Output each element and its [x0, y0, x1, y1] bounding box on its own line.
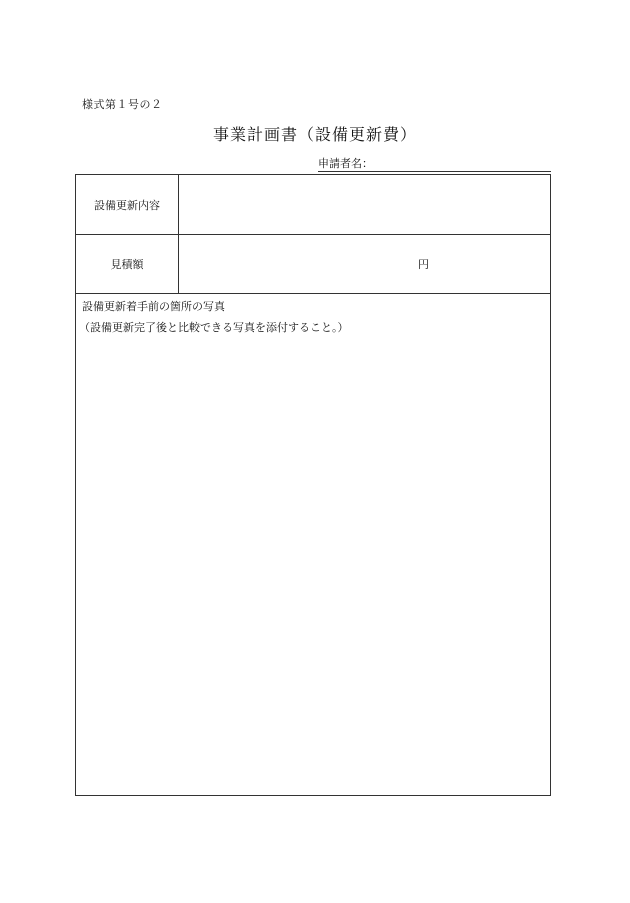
photo-section — [76, 294, 550, 795]
document-title: 事業計画書（設備更新費） — [212, 125, 417, 144]
form-number: 様式第１号の２ — [82, 98, 163, 111]
photo-section-note: （設備更新完了後と比較できる写真を添付すること。） — [79, 321, 349, 334]
applicant-name-field[interactable] — [318, 157, 551, 172]
photo-attachment-area[interactable] — [82, 342, 544, 789]
applicant-name-label: 申請者名： — [318, 157, 373, 170]
estimate-label: 見積額 — [76, 235, 179, 293]
equipment-content-row — [76, 175, 550, 235]
estimate-field[interactable] — [179, 235, 550, 293]
photo-section-heading: 設備更新着手前の箇所の写真 — [82, 300, 225, 313]
equipment-content-label: 設備更新内容 — [76, 175, 179, 234]
equipment-content-field[interactable] — [179, 175, 550, 234]
estimate-unit: 円 — [418, 258, 429, 271]
estimate-row — [76, 235, 550, 294]
plan-form-table — [75, 174, 551, 796]
